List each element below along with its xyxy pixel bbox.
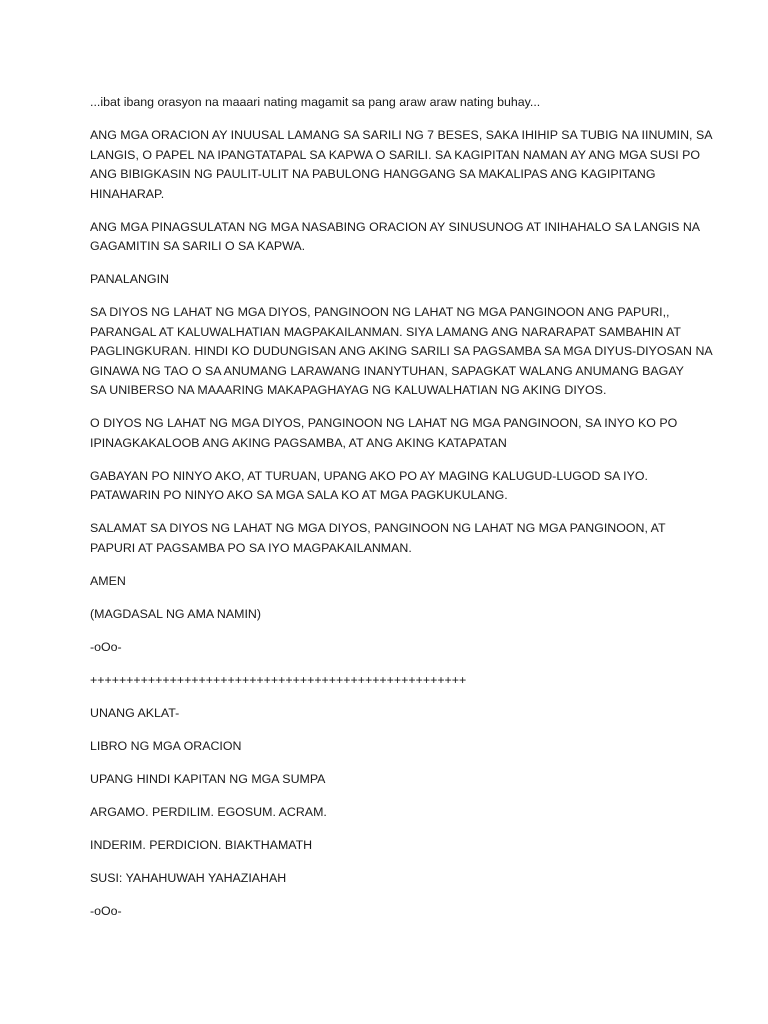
susi-line	[90, 869, 690, 889]
paragraph-oracion-usage	[90, 126, 713, 204]
text-line: SA DIYOS NG LAHAT NG MGA DIYOS, PANGINOON NG LAHAT NG MGA PANGINOON ANG PAPURI,,	[90, 305, 670, 319]
text-line: ...ibat ibang orasyon na maaari nating magamit sa pang araw araw nating buhay...	[90, 95, 541, 109]
text-line: ANG MGA PINAGSULATAN NG MGA NASABING ORACION AY SINUSUNOG AT INIHAHALO SA LANGIS NA	[90, 219, 701, 234]
paragraph-prayer-4	[90, 519, 690, 558]
oracion-line-1	[90, 803, 690, 823]
text-line: GABAYAN PO NINYO AKO, AT TURUAN, UPANG AKO PO AY MAGING KALUGUD-LUGOD SA IYO.	[90, 468, 648, 483]
section-heading-panalangin	[90, 270, 690, 290]
text-line: -oOo-	[90, 639, 122, 654]
heading-libro	[90, 737, 690, 757]
paragraph-prayer-3	[90, 467, 690, 506]
text-line: PAPURI AT PAGSAMBA PO SA IYO MAGPAKAILANMAN.	[90, 540, 412, 555]
paragraph-prayer-2	[90, 414, 690, 453]
instruction-line	[90, 605, 690, 625]
text-line: IPINAGKAKALOOB ANG AKING PAGSAMBA, AT ANG AKING KATAPATAN	[90, 435, 507, 450]
text-line: PATAWARIN PO NINYO AKO SA MGA SALA KO AT MGA PAGKUKULANG.	[90, 488, 508, 502]
text-line: ANG BIBIGKASIN NG PAULIT-ULIT NA PABULONG HANGGANG SA MAKALIPAS ANG KAGIPITANG	[90, 167, 656, 181]
text-line: GAGAMITIN SA SARILI O SA KAPWA.	[90, 239, 306, 253]
text-line: (MAGDASAL NG AMA NAMIN)	[90, 606, 261, 621]
text-line: SA UNIBERSO NA MAAARING MAKAPAGHAYAG NG KALUWALHATIAN NG AKING DIYOS.	[90, 383, 607, 397]
document-page	[90, 93, 713, 935]
paragraph-prayer-1	[90, 303, 713, 401]
separator-ooo-end	[90, 902, 690, 922]
text-line: UPANG HINDI KAPITAN NG MGA SUMPA	[90, 771, 326, 786]
separator-ooo	[90, 638, 690, 658]
text-line: INDERIM. PERDICION. BIAKTHAMATH	[90, 837, 313, 852]
text-line: ++++++++++++++++++++++++++++++++++++++++++++++++++++	[90, 672, 467, 687]
text-line: PANALANGIN	[90, 272, 169, 286]
text-line: -oOo-	[90, 903, 122, 918]
paragraph-burning-instructions	[90, 218, 701, 257]
text-line: LIBRO NG MGA ORACION	[90, 738, 242, 753]
text-line: SUSI: YAHAHUWAH YAHAZIAHAH	[90, 870, 287, 885]
amen-line	[90, 572, 690, 592]
text-line: PARANGAL AT KALUWALHATIAN MAGPAKAILANMAN. SIYA LAMANG ANG NARARAPAT SAMBAHIN AT	[90, 324, 681, 339]
heading-unang-aklat	[90, 704, 690, 724]
text-line: UNANG AKLAT-	[90, 705, 180, 720]
intro-line	[90, 93, 690, 113]
text-line: ANG MGA ORACION AY INUUSAL LAMANG SA SARILI NG 7 BESES, SAKA IHIHIP SA TUBIG NA IINUMIN, SA	[90, 128, 713, 142]
text-line: O DIYOS NG LAHAT NG MGA DIYOS, PANGINOON NG LAHAT NG MGA PANGINOON, SA INYO KO PO	[90, 416, 678, 430]
heading-sumpa	[90, 770, 690, 790]
text-line: AMEN	[90, 573, 126, 588]
text-line: LANGIS, O PAPEL NA IPANGTATAPAL SA KAPWA O SARILI. SA KAGIPITAN NAMAN AY ANG MGA SUSI PO	[90, 147, 701, 162]
separator-plus-line	[90, 671, 690, 691]
oracion-line-2	[90, 836, 690, 856]
text-line: ARGAMO. PERDILIM. EGOSUM. ACRAM.	[90, 804, 327, 819]
text-line: HINAHARAP.	[90, 186, 165, 201]
text-line: GINAWA NG TAO O SA ANUMANG LARAWANG INANYTUHAN, SAPAGKAT WALANG ANUMANG BAGAY	[90, 363, 684, 378]
text-line: PAGLINGKURAN. HINDI KO DUDUNGISAN ANG AKING SARILI SA PAGSAMBA SA MGA DIYUS-DIYOSAN NA	[90, 344, 713, 358]
text-line: SALAMAT SA DIYOS NG LAHAT NG MGA DIYOS, PANGINOON NG LAHAT NG MGA PANGINOON, AT	[90, 521, 666, 535]
